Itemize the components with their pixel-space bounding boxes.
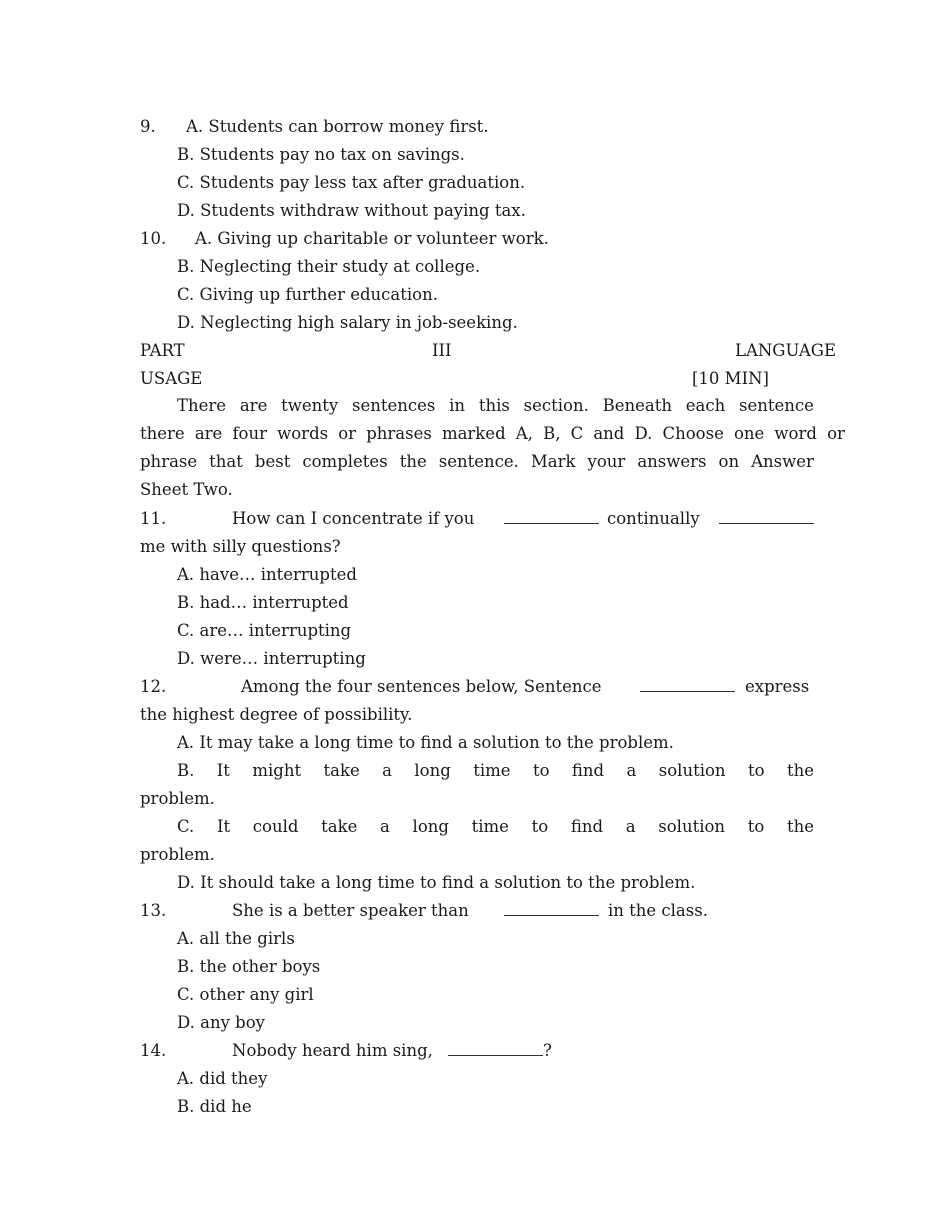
question-9-option-c: C. Students pay less tax after graduation. [177, 173, 526, 192]
question-10-option-c: C. Giving up further education. [177, 285, 438, 304]
instructions-line-3-word: answers [637, 452, 707, 471]
question-11-stem-middle: continually [607, 509, 700, 528]
question-12-option-c-word: C. [177, 817, 195, 836]
instructions-line-3-word: completes [302, 452, 388, 471]
question-12-option-b-wrap: problem. [140, 789, 215, 808]
question-12-option-a: A. It may take a long time to find a solution to the problem. [177, 733, 674, 752]
question-12-option-b-word: a [626, 761, 637, 780]
instructions-line-2-word: or [827, 424, 845, 443]
question-13-number: 13. [140, 901, 167, 920]
instructions-line-2-word: C [570, 424, 584, 443]
question-14-stem-start: Nobody heard him sing, [232, 1041, 433, 1060]
question-13-option-b: B. the other boys [177, 957, 321, 976]
question-12-option-b-word: to [747, 761, 765, 780]
instructions-line-2-word: one [733, 424, 765, 443]
question-11-option-d: D. were… interrupting [177, 649, 366, 668]
instructions-line-1 [177, 392, 814, 420]
question-10-option-a: A. Giving up charitable or volunteer work. [195, 229, 549, 248]
instructions-line-3-word: the [399, 452, 427, 471]
question-14-number: 14. [140, 1041, 167, 1060]
question-11-option-b: B. had… interrupted [177, 593, 349, 612]
question-9-option-b: B. Students pay no tax on savings. [177, 145, 465, 164]
question-12-stem-end: the highest degree of possibility. [140, 705, 413, 724]
instructions-line-2-word: and [593, 424, 625, 443]
instructions-line-1-word: each [685, 396, 726, 415]
instructions-line-2-word: D. [634, 424, 653, 443]
question-14-stem-end: ? [543, 1041, 552, 1060]
question-12-option-c-word: long [412, 817, 449, 836]
question-13-option-d: D. any boy [177, 1013, 265, 1032]
instructions-line-3-word: best [254, 452, 291, 471]
instructions-line-1-word: are [239, 396, 268, 415]
instructions-line-2-word: four [232, 424, 267, 443]
part-title-usage: USAGE [140, 369, 203, 388]
question-11-number: 11. [140, 509, 167, 528]
question-12-option-c-word: a [625, 817, 636, 836]
instructions-line-2-word: are [194, 424, 223, 443]
part-label: PART [140, 341, 185, 360]
question-13-stem-start: She is a better speaker than [232, 901, 469, 920]
question-10-number: 10. [140, 229, 167, 248]
question-11-stem-end: me with silly questions? [140, 537, 341, 556]
question-11-stem-start: How can I concentrate if you [232, 509, 475, 528]
instructions-line-2-word: word [774, 424, 817, 443]
question-11-option-c: C. are… interrupting [177, 621, 352, 640]
question-14-blank [448, 1037, 543, 1065]
instructions-line-2-word: A, [515, 424, 533, 443]
question-12-option-b-word: the [786, 761, 814, 780]
instructions-line-2-word: words [277, 424, 329, 443]
instructions-line-2-word: marked [441, 424, 506, 443]
question-12-option-b-word: might [252, 761, 302, 780]
question-9-option-d: D. Students withdraw without paying tax. [177, 201, 526, 220]
instructions-line-2-word: or [338, 424, 357, 443]
question-12-option-b-word: B. [177, 761, 195, 780]
question-12-option-c-word: a [380, 817, 390, 836]
question-12-option-b-word: find [571, 761, 605, 780]
instructions-line-4: Sheet Two. [140, 480, 233, 499]
question-10-option-d: D. Neglecting high salary in job-seeking. [177, 313, 518, 332]
question-12-option-c-word: time [471, 817, 509, 836]
instructions-line-1-word: in [449, 396, 466, 415]
question-12-option-c-word: could [252, 817, 299, 836]
instructions-line-2-word: phrases [366, 424, 432, 443]
question-12-option-b-word: time [473, 761, 511, 780]
question-12-stem-start: Among the four sentences below, Sentence [241, 677, 602, 696]
question-12-option-b-word: solution [658, 761, 726, 780]
instructions-line-1-word: twenty [281, 396, 339, 415]
question-12-option-b-word: a [382, 761, 392, 780]
question-10-option-b: B. Neglecting their study at college. [177, 257, 481, 276]
instructions-line-1-word: this [478, 396, 510, 415]
question-12-option-c-word: to [747, 817, 765, 836]
instructions-line-1-word: section. [523, 396, 589, 415]
question-12-option-c-word: the [786, 817, 814, 836]
question-14-option-a: A. did they [177, 1069, 268, 1088]
question-12-option-c-word: find [570, 817, 604, 836]
part-numeral: III [432, 341, 452, 360]
instructions-line-3-word: your [587, 452, 626, 471]
question-12-option-c-wrap: problem. [140, 845, 215, 864]
part-time: [10 MIN] [692, 369, 769, 388]
question-12-option-c-word: solution [658, 817, 726, 836]
question-12-option-d: D. It should take a long time to find a solution to the problem. [177, 873, 696, 892]
question-12-option-c-word: take [321, 817, 358, 836]
instructions-line-2-word: B, [543, 424, 561, 443]
question-12-blank [640, 673, 735, 701]
instructions-line-3 [140, 448, 814, 476]
question-13-stem-end: in the class. [608, 901, 708, 920]
question-14-option-b: B. did he [177, 1097, 252, 1116]
question-12-stem-middle: express [745, 677, 810, 696]
question-12-option-c-word: It [216, 817, 231, 836]
instructions-line-3-word: Answer [751, 452, 814, 471]
question-13-blank [504, 897, 599, 925]
question-12-option-b [177, 757, 814, 785]
instructions-line-3-word: sentence. [438, 452, 519, 471]
instructions-line-2-word: Choose [662, 424, 724, 443]
instructions-line-1-word: sentence [739, 396, 814, 415]
instructions-line-2-word: there [140, 424, 185, 443]
instructions-line-1-word: sentences [352, 396, 436, 415]
question-12-option-c [177, 813, 814, 841]
question-11-blank-2 [719, 505, 814, 533]
question-12-option-c-word: to [531, 817, 549, 836]
instructions-line-3-word: that [209, 452, 243, 471]
instructions-line-3-word: phrase [140, 452, 198, 471]
instructions-line-1-word: Beneath [602, 396, 672, 415]
question-12-option-b-word: to [532, 761, 550, 780]
instructions-line-2 [140, 420, 845, 448]
question-12-option-b-word: take [323, 761, 360, 780]
instructions-line-1-word: There [177, 396, 227, 415]
question-12-number: 12. [140, 677, 167, 696]
question-12-option-b-word: It [216, 761, 230, 780]
instructions-line-3-word: on [718, 452, 740, 471]
question-9-option-a: A. Students can borrow money first. [186, 117, 489, 136]
instructions-line-3-word: Mark [530, 452, 576, 471]
question-12-option-b-word: long [414, 761, 451, 780]
question-11-option-a: A. have… interrupted [177, 565, 357, 584]
question-9-number: 9. [140, 117, 156, 136]
question-13-option-c: C. other any girl [177, 985, 314, 1004]
part-title-language: LANGUAGE [735, 341, 837, 360]
question-11-blank-1 [504, 505, 599, 533]
question-13-option-a: A. all the girls [177, 929, 295, 948]
